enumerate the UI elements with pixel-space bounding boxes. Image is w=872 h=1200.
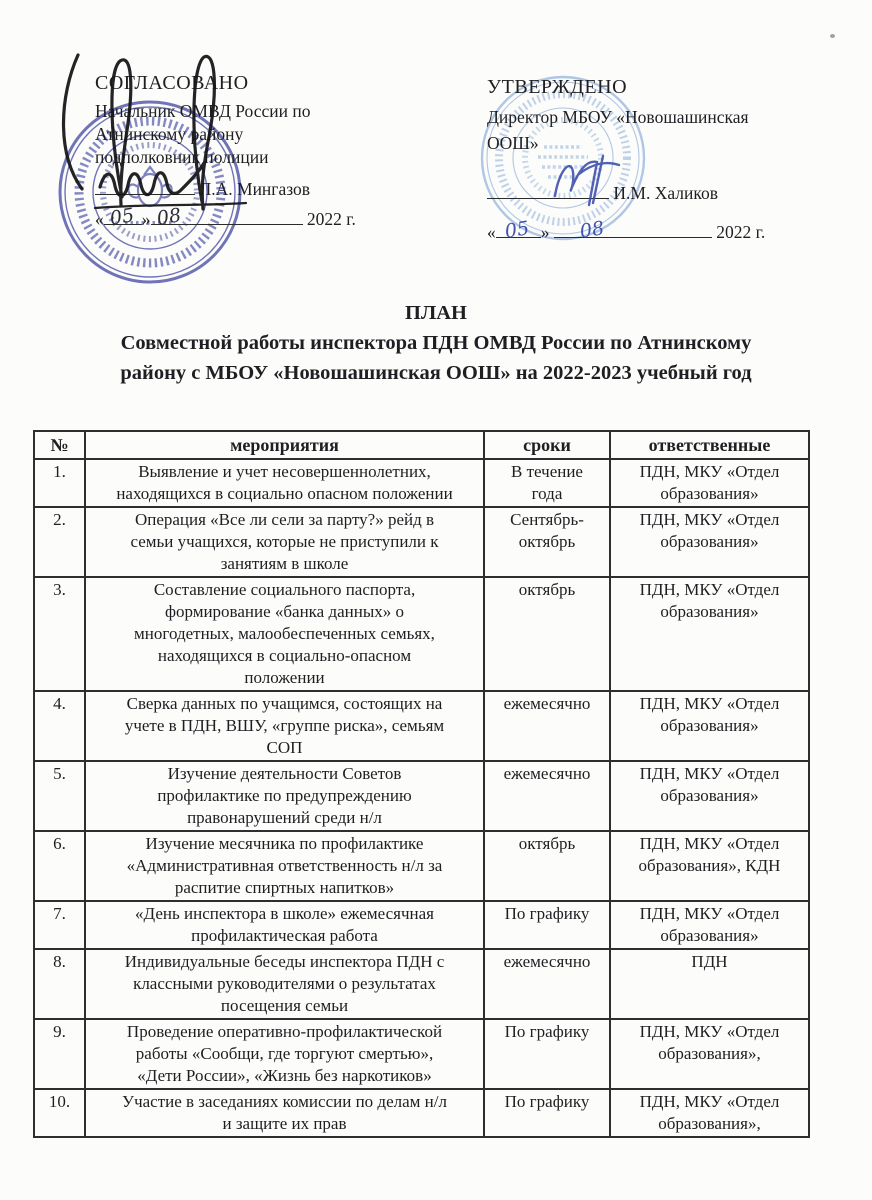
approval-right-year: 2022 г. [716,222,766,242]
table-row [34,761,809,831]
cell-num: 3. [34,577,85,691]
handwritten-month: 08 [154,204,183,230]
col-header-num: № [34,431,85,459]
cell-activity: «День инспектора в школе» ежемесячная профилактическая работа [85,901,484,949]
cell-resp: ПДН, МКУ «Отдел образования» [610,761,809,831]
approval-right-org-line1: Директор МБОУ «Новошашинская [487,107,749,127]
table-row [34,1089,809,1137]
plan-table [33,430,810,1138]
date-month-line [554,217,712,243]
cell-num: 8. [34,949,85,1019]
signature-left-icon [50,45,270,245]
cell-resp: ПДН [610,949,809,1019]
signature-right-icon [545,150,665,220]
cell-activity: Изучение деятельности Советов профилактике по предупреждению правонарушений среди н/л [85,761,484,831]
approval-left-heading: СОГЛАСОВАНО [95,72,249,94]
cell-resp: ПДН, МКУ «Отдел образования», КДН [610,831,809,901]
quote-close: » [141,209,151,229]
table-header-row [34,431,809,459]
approval-right-org-line2: ООШ» [487,133,539,153]
approval-left-org-line1: Начальник ОМВД России по [95,101,311,121]
cell-term: ежемесячно [484,761,610,831]
cell-resp: ПДН, МКУ «Отдел образования», [610,1019,809,1089]
cell-activity: Операция «Все ли сели за парту?» рейд в семьи учащихся, которые не приступили к занятиям в школе [85,507,484,577]
plan-table-body [34,459,809,1137]
quote-open: « [95,209,104,229]
approval-left-org-line3: подполковник полиции [95,147,269,167]
cell-resp: ПДН, МКУ «Отдел образования» [610,459,809,507]
cell-term: По графику [484,1019,610,1089]
cell-term: Сентябрь-октябрь [484,507,610,577]
cell-num: 4. [34,691,85,761]
table-row [34,1019,809,1089]
document-title [36,298,836,388]
cell-num: 9. [34,1019,85,1089]
table-row [34,691,809,761]
cell-num: 10. [34,1089,85,1137]
cell-num: 5. [34,761,85,831]
title-line2: Совместной работы инспектора ПДН ОМВД России по Атнинскому [120,332,752,354]
cell-term: ежемесячно [484,949,610,1019]
cell-activity: Сверка данных по учащимся, состоящих на учете в ПДН, ВШУ, «группе риска», семьям СОП [85,691,484,761]
cell-resp: ПДН, МКУ «Отдел образования», [610,1089,809,1137]
cell-activity: Составление социального паспорта, формирование «банка данных» о многодетных, малообеспеченных семьях, находящихся в социально-опасном положении [85,577,484,691]
table-row [34,831,809,901]
scan-speck [830,34,835,38]
approval-right-signer: И.М. Халиков [613,183,718,203]
cell-activity: Участие в заседаниях комиссии по делам н/л и защите их прав [85,1089,484,1137]
cell-num: 7. [34,901,85,949]
col-header-resp: ответственные [610,431,809,459]
cell-resp: ПДН, МКУ «Отдел образования» [610,901,809,949]
quote-close: » [540,222,550,242]
table-row [34,901,809,949]
cell-num: 1. [34,459,85,507]
cell-activity: Изучение месячника по профилактике «Административная ответственность н/л за распитие спиртных напитков» [85,831,484,901]
cell-resp: ПДН, МКУ «Отдел образования» [610,507,809,577]
title-line3: району с МБОУ «Новошашинская ООШ» на 2022-2023 учебный год [120,362,752,384]
cell-num: 6. [34,831,85,901]
cell-activity: Индивидуальные беседы инспектора ПДН с классными руководителями о результатах посещения семьи [85,949,484,1019]
approval-right-date-row [487,217,827,244]
table-row [34,577,809,691]
cell-term: По графику [484,1089,610,1137]
approval-left-org-line2: Атнинскому району [95,124,244,144]
handwritten-day: 05 [108,204,136,230]
cell-term: В течение года [484,459,610,507]
cell-term: По графику [484,901,610,949]
table-row [34,949,809,1019]
col-header-activity: мероприятия [85,431,484,459]
approval-right-heading: УТВЕРЖДЕНО [487,76,628,98]
cell-term: ежемесячно [484,691,610,761]
approval-left-year: 2022 г. [306,209,356,229]
table-row [34,459,809,507]
cell-activity: Выявление и учет несовершеннолетних, находящихся в социально опасном положении [85,459,484,507]
cell-num: 2. [34,507,85,577]
table-row [34,507,809,577]
cell-term: октябрь [484,831,610,901]
cell-term: октябрь [484,577,610,691]
title-line1: ПЛАН [405,302,467,324]
cell-activity: Проведение оперативно-профилактической работы «Сообщи, где торгуют смертью», «Дети России», «Жизнь без наркотиков» [85,1019,484,1089]
date-day-line [496,217,541,243]
handwritten-month: 08 [578,217,606,243]
handwritten-day: 05 [503,217,531,243]
quote-open: « [487,222,496,242]
cell-resp: ПДН, МКУ «Отдел образования» [610,691,809,761]
approval-left-signer: Л.А. Мингазов [199,179,311,199]
col-header-term: сроки [484,431,610,459]
cell-resp: ПДН, МКУ «Отдел образования» [610,577,809,691]
